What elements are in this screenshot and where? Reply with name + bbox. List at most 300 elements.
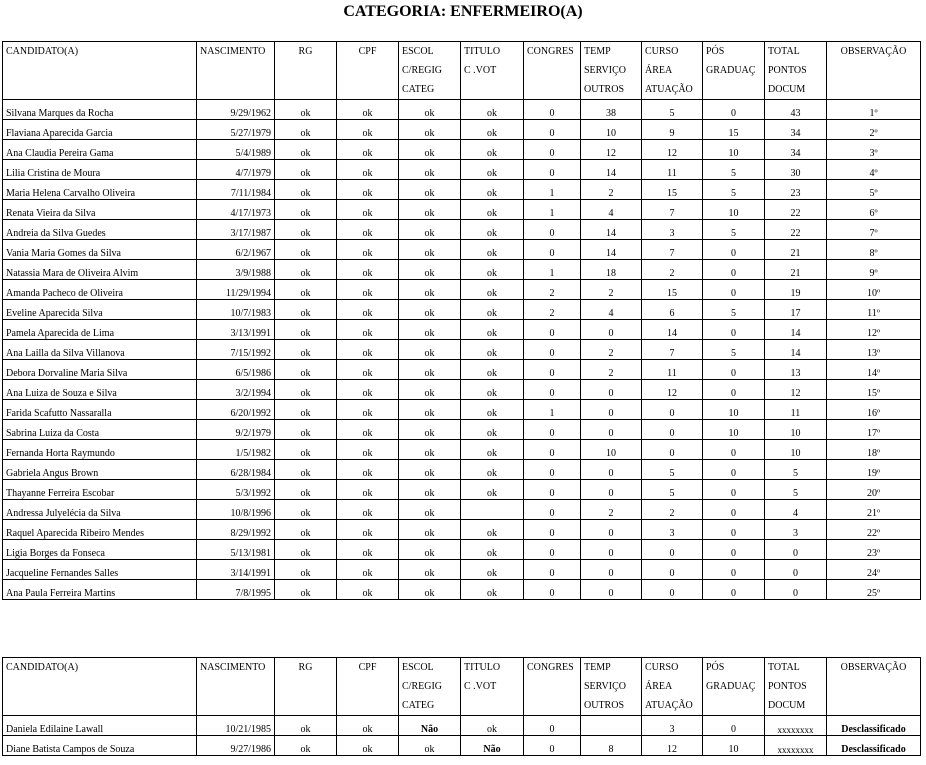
- table-row: [3, 500, 921, 520]
- table-cell: 8: [581, 736, 642, 756]
- table-cell: 6º: [827, 200, 921, 220]
- table-cell: 2: [642, 500, 703, 520]
- table-cell: 0: [524, 320, 581, 340]
- table-cell: ok: [399, 180, 461, 200]
- table-cell: ok: [337, 200, 399, 220]
- table-cell: 0: [765, 560, 827, 580]
- table-cell: 0: [581, 320, 642, 340]
- table-cell: 0: [524, 160, 581, 180]
- table-cell: 0: [524, 140, 581, 160]
- candidate-name: Eveline Aparecida Silva: [3, 300, 197, 320]
- column-header: [197, 677, 275, 696]
- table-cell: ok: [399, 400, 461, 420]
- table-cell: ok: [275, 100, 337, 120]
- table-cell: 11: [765, 400, 827, 420]
- table-cell: ok: [275, 400, 337, 420]
- table-cell: 1: [524, 200, 581, 220]
- table-cell: ok: [275, 440, 337, 460]
- table-cell: 12º: [827, 320, 921, 340]
- disqualified-table: [2, 657, 921, 756]
- candidate-name: Daniela Edilaine Lawall: [3, 716, 197, 736]
- table-cell: 2: [524, 280, 581, 300]
- table-cell: 0: [524, 420, 581, 440]
- column-header: CONGRES: [524, 42, 581, 62]
- table-cell: ok: [275, 260, 337, 280]
- column-header: GRADUAÇ: [703, 61, 765, 80]
- header-row: [3, 42, 921, 62]
- table-cell: ok: [337, 180, 399, 200]
- table-cell: 15: [703, 120, 765, 140]
- table-cell: 9/29/1962: [197, 100, 275, 120]
- column-header: [275, 61, 337, 80]
- table-cell: ok: [399, 200, 461, 220]
- table-cell: 21: [765, 260, 827, 280]
- table-cell: ok: [461, 240, 524, 260]
- candidate-name: Sabrina Luiza da Costa: [3, 420, 197, 440]
- column-header: NASCIMENTO: [197, 658, 275, 678]
- column-header: CURSO: [642, 42, 703, 62]
- table-cell: 12: [642, 140, 703, 160]
- table-cell: 17º: [827, 420, 921, 440]
- table-cell: 9/27/1986: [197, 736, 275, 756]
- table-cell: 5/13/1981: [197, 540, 275, 560]
- table-cell: ok: [461, 716, 524, 736]
- column-header: [3, 61, 197, 80]
- column-header: [524, 696, 581, 716]
- column-header: CANDIDATO(A): [3, 658, 197, 678]
- table-cell: ok: [399, 320, 461, 340]
- table-cell: 0: [524, 736, 581, 756]
- candidate-name: Amanda Pacheco de Oliveira: [3, 280, 197, 300]
- table-cell: ok: [337, 280, 399, 300]
- table-cell: 12: [765, 380, 827, 400]
- table-cell: 3: [642, 220, 703, 240]
- column-header: [275, 696, 337, 716]
- table-cell: 5: [765, 480, 827, 500]
- table-cell: 4: [581, 200, 642, 220]
- table-cell: 1: [524, 400, 581, 420]
- table-cell: ok: [399, 280, 461, 300]
- table-cell: Não: [461, 736, 524, 756]
- column-header: [827, 61, 921, 80]
- column-header: [703, 696, 765, 716]
- table-cell: ok: [337, 460, 399, 480]
- table-cell: ok: [399, 340, 461, 360]
- table-cell: 4º: [827, 160, 921, 180]
- table-row: [3, 380, 921, 400]
- table-cell: 7/8/1995: [197, 580, 275, 600]
- table-cell: 16º: [827, 400, 921, 420]
- table-row: [3, 560, 921, 580]
- table-cell: Desclassificado: [827, 736, 921, 756]
- table-cell: ok: [275, 380, 337, 400]
- candidate-name: Ana Paula Ferreira Martins: [3, 580, 197, 600]
- table-cell: 0: [524, 716, 581, 736]
- table-cell: ok: [337, 120, 399, 140]
- column-header: OUTROS: [581, 696, 642, 716]
- column-header: PONTOS: [765, 61, 827, 80]
- column-header: TITULO: [461, 658, 524, 678]
- candidate-name: Andressa Julyelécia da Silva: [3, 500, 197, 520]
- table-cell: 0: [581, 460, 642, 480]
- table-cell: 5/27/1979: [197, 120, 275, 140]
- table-cell: ok: [275, 160, 337, 180]
- table-cell: 14: [765, 320, 827, 340]
- table-cell: 0: [581, 520, 642, 540]
- table-row: [3, 420, 921, 440]
- column-header: C/REGIG: [399, 677, 461, 696]
- candidate-name: Ligia Borges da Fonseca: [3, 540, 197, 560]
- column-header: [703, 80, 765, 100]
- table-cell: ok: [399, 540, 461, 560]
- column-header: GRADUAÇ: [703, 677, 765, 696]
- table-cell: 13: [765, 360, 827, 380]
- table-cell: ok: [337, 480, 399, 500]
- table-cell: ok: [337, 360, 399, 380]
- column-header: CANDIDATO(A): [3, 42, 197, 62]
- table-cell: 10/7/1983: [197, 300, 275, 320]
- table-cell: ok: [337, 500, 399, 520]
- table-cell: 0: [703, 260, 765, 280]
- table-cell: 0: [524, 480, 581, 500]
- table-cell: 10/21/1985: [197, 716, 275, 736]
- table-cell: 2: [642, 260, 703, 280]
- table-row: [3, 716, 921, 736]
- table-cell: 0: [703, 716, 765, 736]
- table-cell: 14: [581, 240, 642, 260]
- table-cell: 0: [581, 380, 642, 400]
- table-cell: ok: [399, 460, 461, 480]
- column-header: ÁREA: [642, 677, 703, 696]
- table-cell: 6/20/1992: [197, 400, 275, 420]
- table-cell: ok: [461, 220, 524, 240]
- table-cell: 34: [765, 120, 827, 140]
- header-row: [3, 61, 921, 80]
- column-header: TOTAL: [765, 658, 827, 678]
- table-cell: 0: [703, 380, 765, 400]
- table-cell: 0: [581, 480, 642, 500]
- table-cell: ok: [461, 140, 524, 160]
- table-cell: 0: [703, 460, 765, 480]
- table-cell: ok: [275, 240, 337, 260]
- column-header: [3, 677, 197, 696]
- table-cell: ok: [461, 360, 524, 380]
- column-header: ATUAÇÃO: [642, 696, 703, 716]
- candidate-name: Flaviana Aparecida Garcia: [3, 120, 197, 140]
- table-cell: xxxxxxxx: [765, 716, 827, 736]
- table-cell: 10: [703, 140, 765, 160]
- table-cell: ok: [337, 736, 399, 756]
- table-cell: 1/5/1982: [197, 440, 275, 460]
- column-header: TOTAL: [765, 42, 827, 62]
- table-cell: 2: [524, 300, 581, 320]
- table-cell: ok: [399, 560, 461, 580]
- table-cell: 0: [642, 560, 703, 580]
- table-cell: ok: [337, 420, 399, 440]
- table-cell: 0: [524, 540, 581, 560]
- table-cell: 7/15/1992: [197, 340, 275, 360]
- table-cell: 0: [642, 400, 703, 420]
- table-cell: ok: [275, 200, 337, 220]
- table-cell: 34: [765, 140, 827, 160]
- table-cell: ok: [461, 420, 524, 440]
- column-header: [337, 80, 399, 100]
- table-cell: 0: [581, 400, 642, 420]
- table-cell: ok: [275, 300, 337, 320]
- column-header: PÓS: [703, 42, 765, 62]
- table-cell: 3: [642, 520, 703, 540]
- column-header: [524, 61, 581, 80]
- candidate-name: Thayanne Ferreira Escobar: [3, 480, 197, 500]
- table-cell: 15: [642, 280, 703, 300]
- table-cell: ok: [275, 140, 337, 160]
- table-cell: 0: [703, 520, 765, 540]
- table-cell: 0: [642, 540, 703, 560]
- table-cell: ok: [337, 220, 399, 240]
- table-cell: ok: [399, 140, 461, 160]
- table-cell: ok: [275, 480, 337, 500]
- table-cell: 5/3/1992: [197, 480, 275, 500]
- header-row: [3, 696, 921, 716]
- column-header: [524, 80, 581, 100]
- column-header: TITULO: [461, 42, 524, 62]
- table-cell: [461, 500, 524, 520]
- column-header: CURSO: [642, 658, 703, 678]
- table-cell: ok: [461, 520, 524, 540]
- table-cell: 9/2/1979: [197, 420, 275, 440]
- table-cell: ok: [275, 560, 337, 580]
- column-header: DOCUM: [765, 696, 827, 716]
- table-cell: 0: [524, 460, 581, 480]
- table-cell: ok: [275, 120, 337, 140]
- table-cell: 7: [642, 240, 703, 260]
- table-cell: 2: [581, 280, 642, 300]
- table-cell: 10: [765, 420, 827, 440]
- table-row: [3, 340, 921, 360]
- table-cell: ok: [461, 540, 524, 560]
- table-cell: ok: [275, 360, 337, 380]
- column-header: [827, 80, 921, 100]
- table-cell: 5: [703, 160, 765, 180]
- candidate-name: Ana Claudia Pereira Gama: [3, 140, 197, 160]
- table-cell: 25º: [827, 580, 921, 600]
- table-cell: 7: [642, 200, 703, 220]
- table-cell: ok: [461, 120, 524, 140]
- table-cell: ok: [461, 580, 524, 600]
- table-cell: 3/13/1991: [197, 320, 275, 340]
- table-cell: 12: [642, 380, 703, 400]
- table-cell: 5: [642, 460, 703, 480]
- candidate-name: Gabriela Angus Brown: [3, 460, 197, 480]
- table-cell: 10: [581, 440, 642, 460]
- column-header: DOCUM: [765, 80, 827, 100]
- table-cell: ok: [461, 280, 524, 300]
- table-cell: 0: [642, 580, 703, 600]
- table-cell: ok: [337, 440, 399, 460]
- table-cell: ok: [275, 716, 337, 736]
- candidate-name: Pamela Aparecida de Lima: [3, 320, 197, 340]
- table-cell: 0: [581, 420, 642, 440]
- table-cell: 7/11/1984: [197, 180, 275, 200]
- table-cell: ok: [399, 420, 461, 440]
- table-cell: ok: [337, 260, 399, 280]
- table-cell: 5: [703, 180, 765, 200]
- column-header: ESCOL: [399, 658, 461, 678]
- column-header: OBSERVAÇÃO: [827, 658, 921, 678]
- table-cell: 23º: [827, 540, 921, 560]
- table-cell: 14: [765, 340, 827, 360]
- table-cell: 0: [524, 380, 581, 400]
- table-cell: 6/2/1967: [197, 240, 275, 260]
- table-cell: ok: [461, 300, 524, 320]
- table-cell: 1: [524, 180, 581, 200]
- table-cell: 0: [524, 220, 581, 240]
- column-header: SERVIÇO: [581, 61, 642, 80]
- column-header: [461, 80, 524, 100]
- table-cell: ok: [337, 400, 399, 420]
- table-cell: 0: [524, 520, 581, 540]
- table-cell: ok: [399, 520, 461, 540]
- table-cell: 11: [642, 160, 703, 180]
- table-cell: 10º: [827, 280, 921, 300]
- table-cell: ok: [399, 360, 461, 380]
- table-cell: 15º: [827, 380, 921, 400]
- table-cell: ok: [399, 120, 461, 140]
- table-cell: 10: [703, 200, 765, 220]
- table-cell: ok: [399, 440, 461, 460]
- table-cell: 0: [703, 540, 765, 560]
- column-header: RG: [275, 42, 337, 62]
- table-row: [3, 320, 921, 340]
- table-cell: 0: [524, 360, 581, 380]
- table-cell: 0: [703, 500, 765, 520]
- column-header: [337, 677, 399, 696]
- table-cell: 22º: [827, 520, 921, 540]
- table-cell: 5: [703, 340, 765, 360]
- table-cell: 3: [642, 716, 703, 736]
- table-cell: 11º: [827, 300, 921, 320]
- column-header: CONGRES: [524, 658, 581, 678]
- ranking-table: [2, 41, 921, 600]
- table-cell: ok: [461, 200, 524, 220]
- table-cell: 10/8/1996: [197, 500, 275, 520]
- table-cell: ok: [275, 180, 337, 200]
- table-row: [3, 100, 921, 120]
- table-cell: ok: [461, 400, 524, 420]
- table-cell: 2º: [827, 120, 921, 140]
- column-header: [827, 696, 921, 716]
- candidate-name: Ana Luiza de Souza e Silva: [3, 380, 197, 400]
- column-header: [337, 696, 399, 716]
- table-cell: ok: [337, 580, 399, 600]
- table-cell: ok: [275, 280, 337, 300]
- table-cell: ok: [461, 100, 524, 120]
- table-cell: ok: [461, 440, 524, 460]
- table-cell: 0: [581, 560, 642, 580]
- table-cell: ok: [461, 160, 524, 180]
- column-header: PONTOS: [765, 677, 827, 696]
- table-cell: 7º: [827, 220, 921, 240]
- table-cell: 0: [524, 580, 581, 600]
- candidate-name: Diane Batista Campos de Souza: [3, 736, 197, 756]
- table-cell: ok: [337, 380, 399, 400]
- column-header: [337, 61, 399, 80]
- table-cell: 11/29/1994: [197, 280, 275, 300]
- table-cell: ok: [275, 460, 337, 480]
- table-cell: ok: [399, 260, 461, 280]
- column-header: [3, 696, 197, 716]
- table-cell: ok: [337, 140, 399, 160]
- table-cell: 0: [524, 240, 581, 260]
- candidate-name: Ana Lailla da Silva Villanova: [3, 340, 197, 360]
- table-row: [3, 300, 921, 320]
- candidate-name: Raquel Aparecida Ribeiro Mendes: [3, 520, 197, 540]
- table-cell: 23: [765, 180, 827, 200]
- table-cell: 6/5/1986: [197, 360, 275, 380]
- table-cell: ok: [461, 180, 524, 200]
- table-cell: 4/7/1979: [197, 160, 275, 180]
- table-cell: 4/17/1973: [197, 200, 275, 220]
- column-header: ÁREA: [642, 61, 703, 80]
- header-row: [3, 658, 921, 678]
- table-cell: ok: [399, 300, 461, 320]
- candidate-name: Andreia da Silva Guedes: [3, 220, 197, 240]
- table-cell: ok: [275, 220, 337, 240]
- table-cell: ok: [461, 260, 524, 280]
- table-cell: 0: [703, 320, 765, 340]
- table-cell: 0: [642, 420, 703, 440]
- column-header: ESCOL: [399, 42, 461, 62]
- table-cell: xxxxxxxx: [765, 736, 827, 756]
- header-row: [3, 677, 921, 696]
- table-cell: ok: [399, 380, 461, 400]
- table-cell: 11: [642, 360, 703, 380]
- table-cell: ok: [461, 560, 524, 580]
- column-header: CPF: [337, 658, 399, 678]
- table-cell: 20º: [827, 480, 921, 500]
- table-row: [3, 580, 921, 600]
- candidate-name: Lilia Cristina de Moura: [3, 160, 197, 180]
- table-cell: 1: [524, 260, 581, 280]
- column-header: [524, 677, 581, 696]
- table-cell: ok: [275, 580, 337, 600]
- table-row: [3, 200, 921, 220]
- table-cell: 2: [581, 360, 642, 380]
- table-cell: 38: [581, 100, 642, 120]
- table-cell: ok: [337, 560, 399, 580]
- table-cell: 5/4/1989: [197, 140, 275, 160]
- table-cell: 5: [642, 100, 703, 120]
- candidate-name: Jacqueline Fernandes Salles: [3, 560, 197, 580]
- table-cell: 10: [703, 400, 765, 420]
- table-row: [3, 460, 921, 480]
- table-cell: ok: [337, 240, 399, 260]
- table-cell: ok: [337, 160, 399, 180]
- table-cell: 5º: [827, 180, 921, 200]
- column-header: RG: [275, 658, 337, 678]
- table-cell: ok: [461, 480, 524, 500]
- table-cell: ok: [337, 300, 399, 320]
- table-cell: 0: [524, 500, 581, 520]
- table-cell: 21: [765, 240, 827, 260]
- table-cell: 19º: [827, 460, 921, 480]
- column-header: [3, 80, 197, 100]
- table-row: [3, 160, 921, 180]
- table-row: [3, 240, 921, 260]
- table-cell: 0: [581, 580, 642, 600]
- column-header: [461, 696, 524, 716]
- table-cell: 14: [581, 220, 642, 240]
